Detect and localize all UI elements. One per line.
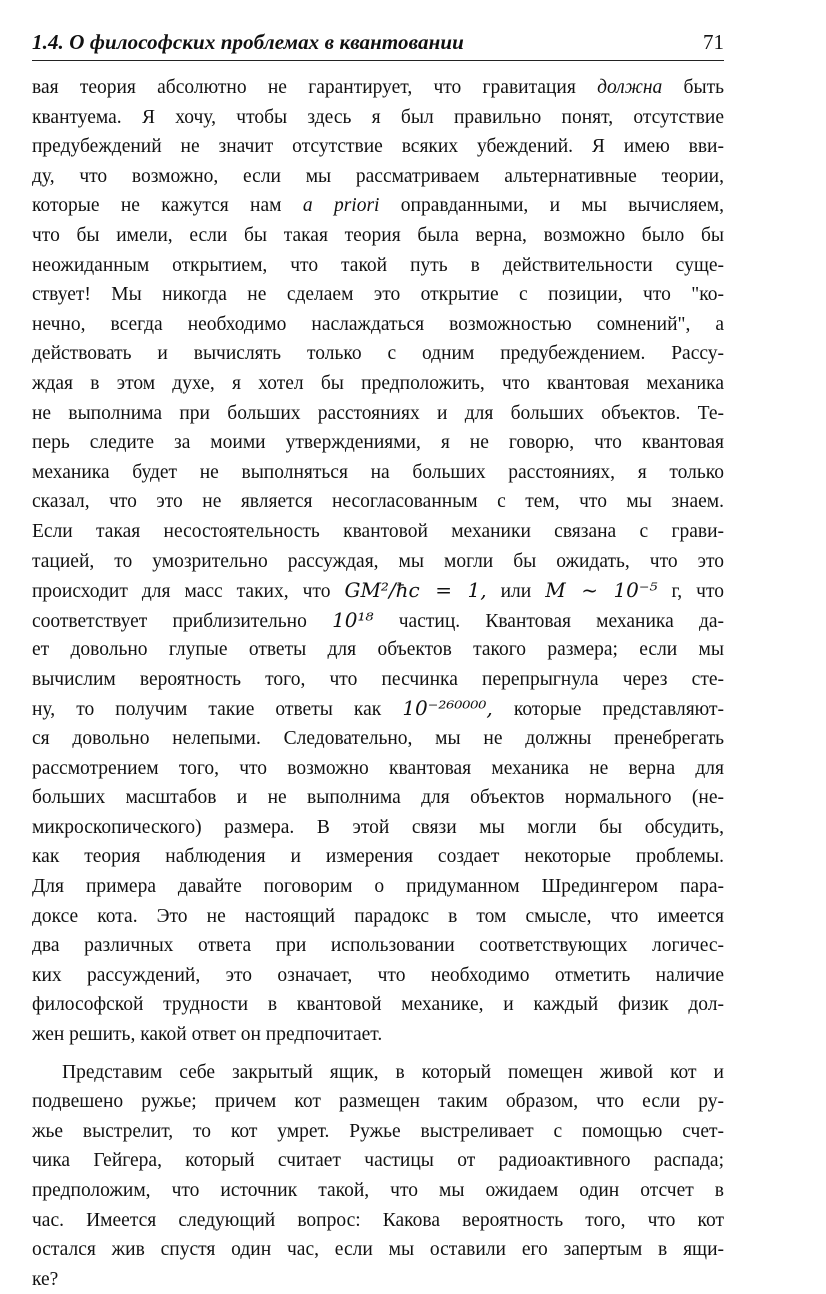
text-line: неожиданным открытием, что такой путь в действительности суще- (32, 254, 724, 276)
text-line: что бы имели, если бы такая теория была верна, возможно было бы (32, 224, 724, 246)
text-line: философской трудности в квантовой механике, и каждый физик дол- (32, 994, 724, 1016)
formula-particle-count: 10¹⁸ (332, 607, 374, 632)
text-line: ну, то получим такие ответы как 10⁻²⁶⁰⁰⁰⁰, которые представляют- (32, 696, 725, 721)
text-line: доксе кота. Это не настоящий парадокс в том смысле, что имеется (32, 905, 724, 927)
text-line: Если такая несостоятельность квантовой механики связана с грави- (32, 520, 724, 542)
text-line: вычислим вероятность того, что песчинка перепрыгнула через сте- (32, 668, 724, 690)
text-line: два различных ответа при использовании соответствующих логичес- (32, 935, 724, 957)
text-line: механика будет не выполняться на больших расстояниях, я только (32, 461, 724, 483)
paragraph-2 (32, 1058, 724, 1294)
text-line: чика Гейгера, который считает частицы от радиоактивного распада; (32, 1150, 724, 1172)
text-line: как теория наблюдения и измерения создает некоторые проблемы. (32, 846, 724, 868)
text-line: предубеждений не значит отсутствие всяких убеждений. Я имею вви- (32, 136, 724, 158)
emphasis: должна (597, 77, 663, 98)
text-line: ствует! Мы никогда не сделаем это открытие с позиции, что "ко- (32, 284, 724, 306)
page-number: 71 (703, 30, 724, 54)
text-line: подвешено ружье; причем кот размещен таким образом, что если ру- (32, 1091, 724, 1113)
text-line: действовать и вычислять только с одним предубеждением. Рассу- (32, 343, 724, 365)
text-line: вая теория абсолютно не гарантирует, что гравитация должна быть (32, 77, 724, 98)
emphasis-a-priori: a priori (302, 195, 380, 217)
text-line: происходит для масс таких, что GM²/ħc = 1, или M ~ 10⁻⁵ г, что (32, 578, 725, 603)
text-line: рассмотрением того, что возможно квантовая механика не верна для (32, 757, 724, 779)
text-line: Для примера давайте поговорим о придуманном Шредингером пара- (32, 876, 724, 898)
formula-mass-value: M ~ 10⁻⁵ (545, 578, 658, 603)
text-line: ся довольно нелепыми. Следовательно, мы не должны пренебрегать (32, 728, 724, 750)
text-line: соответствует приблизительно 10¹⁸ частиц. Квантовая механика да- (32, 607, 725, 632)
text-line: ет довольно глупые ответы для объектов такого размера; если мы (32, 639, 724, 661)
text-line: ких рассуждений, это означает, что необходимо отметить наличие (32, 964, 724, 986)
text-line: предположим, что источник такой, что мы ожидаем один отсчет в (32, 1179, 724, 1201)
text-line: Представим себе закрытый ящик, в который помещен живой кот и (62, 1061, 724, 1083)
text-line: час. Имеется следующий вопрос: Какова вероятность того, что кот (32, 1209, 724, 1231)
text-line: ду, что возможно, если мы рассматриваем альтернативные теории, (32, 165, 724, 187)
text-line: больших масштабов и не выполнима для объектов нормального (не- (32, 787, 724, 809)
text-line: нечно, всегда необходимо наслаждаться возможностью сомнений", а (32, 313, 724, 335)
paragraph-1 (32, 73, 724, 1050)
text-line: которые не кажутся нам a priori оправданными, и мы вычисляем, (32, 195, 724, 217)
book-page (32, 28, 724, 1294)
text-line: квантуема. Я хочу, чтобы здесь я был правильно понят, отсутствие (32, 106, 724, 128)
text-line: остался жив спустя один час, если мы оставили его запертым в ящи- (32, 1239, 724, 1261)
text-line: не выполнима при больших расстояниях и для больших объектов. Те- (32, 402, 724, 424)
text-line: тацией, то умозрительно рассуждая, мы могли бы ожидать, что это (32, 550, 724, 572)
formula-probability: 10⁻²⁶⁰⁰⁰⁰, (402, 696, 493, 721)
running-header (32, 28, 724, 61)
chapter-section-title: 1.4. О философских проблемах в квантовании (32, 30, 464, 54)
formula-mass-condition: GM²/ħc = 1, (344, 578, 487, 603)
text-line: ке? (32, 1268, 59, 1290)
text-line: жье выстрелит, то кот умрет. Ружье выстреливает с помощью счет- (32, 1120, 724, 1142)
text-line: ждая в этом духе, я хотел бы предположить, что квантовая механика (32, 372, 724, 394)
paragraph-gap (32, 1050, 724, 1058)
text-line: перь следите за моими утверждениями, я не говорю, что квантовая (32, 432, 724, 454)
page-body (32, 73, 724, 1294)
text-line: жен решить, какой ответ он предпочитает. (32, 1024, 383, 1045)
text-line: микроскопического) размера. В этой связи мы могли бы обсудить, (32, 816, 724, 838)
text-line: сказал, что это не является несогласованным с тем, что мы знаем. (32, 491, 724, 513)
